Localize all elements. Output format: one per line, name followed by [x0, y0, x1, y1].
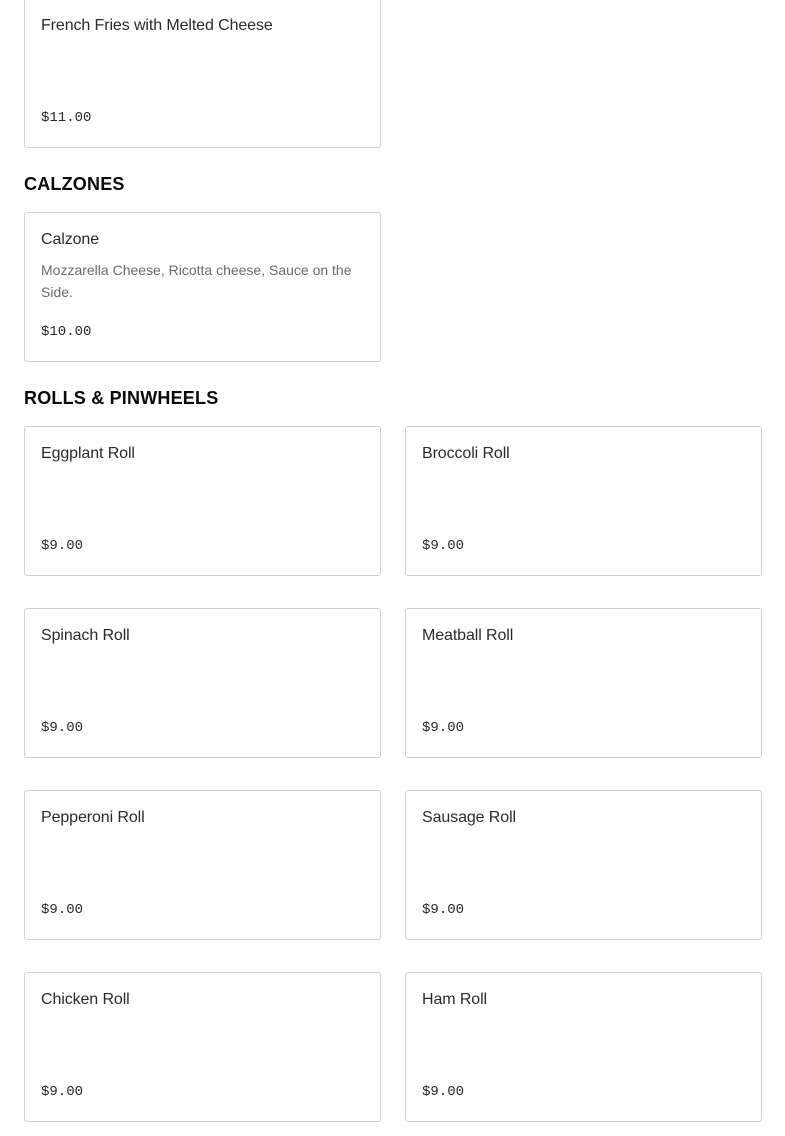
- menu-item-price: $9.00: [422, 720, 465, 736]
- section-title-calzones: CALZONES: [24, 174, 125, 194]
- menu-item-name: Pepperoni Roll: [41, 809, 145, 826]
- menu-item-card[interactable]: [405, 790, 762, 940]
- menu-item-price: $9.00: [422, 1084, 465, 1100]
- menu-item-name: Calzone: [41, 231, 100, 248]
- menu-item-price: $9.00: [41, 1084, 84, 1100]
- menu-item-price: $9.00: [41, 538, 84, 554]
- menu-item-card[interactable]: [24, 608, 381, 758]
- menu-item-card[interactable]: [405, 426, 762, 576]
- menu-item-name: Eggplant Roll: [41, 445, 135, 462]
- menu-item-name: Chicken Roll: [41, 991, 130, 1008]
- menu-item-card[interactable]: [24, 790, 381, 940]
- menu-item-name: Ham Roll: [422, 991, 487, 1008]
- menu-item-price: $9.00: [41, 720, 84, 736]
- menu-item-price: $9.00: [422, 902, 465, 918]
- menu-item-card[interactable]: [24, 0, 381, 148]
- menu-item-name: French Fries with Melted Cheese: [41, 17, 273, 34]
- menu-item-price: $10.00: [41, 324, 92, 340]
- section-title-rolls-pinwheels: ROLLS & PINWHEELS: [24, 388, 219, 408]
- menu-item-card[interactable]: [24, 212, 381, 362]
- menu-item-name: Broccoli Roll: [422, 445, 510, 462]
- menu-item-price: $11.00: [41, 110, 92, 126]
- menu-item-name: Spinach Roll: [41, 627, 130, 644]
- menu-item-card[interactable]: [405, 608, 762, 758]
- menu-item-card[interactable]: [24, 426, 381, 576]
- menu-item-card[interactable]: [24, 972, 381, 1122]
- menu-item-card[interactable]: [405, 972, 762, 1122]
- menu-item-price: $9.00: [41, 902, 84, 918]
- menu-item-price: $9.00: [422, 538, 465, 554]
- menu-item-name: Meatball Roll: [422, 627, 514, 644]
- menu-item-description: Mozzarella Cheese, Ricotta cheese, Sauce on the Side.: [41, 262, 352, 300]
- menu-item-name: Sausage Roll: [422, 809, 516, 826]
